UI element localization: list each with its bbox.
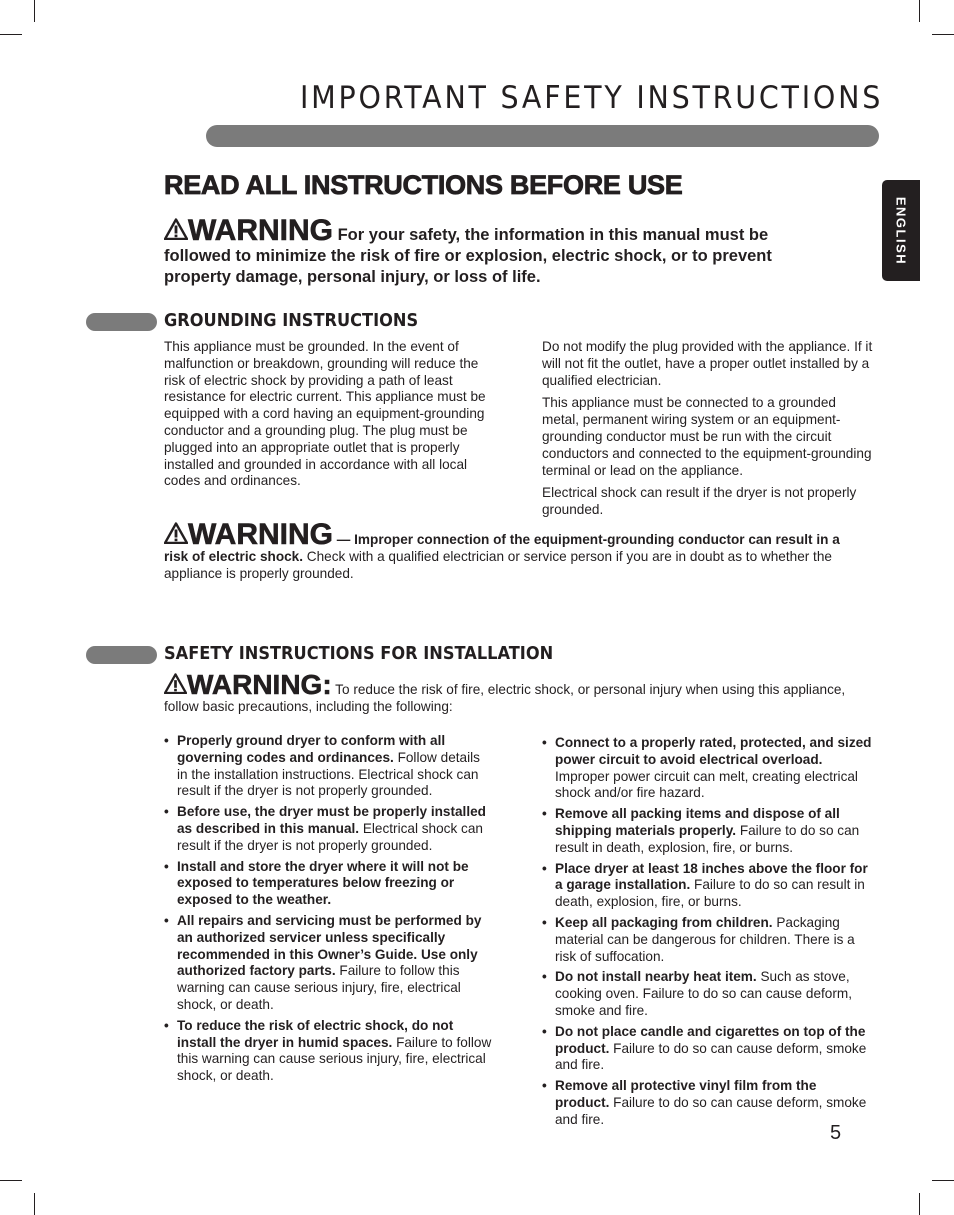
section-marker	[86, 313, 157, 331]
warning-grounding	[164, 518, 854, 582]
page-title: IMPORTANT SAFETY INSTRUCTIONS	[300, 80, 884, 116]
paragraph: Do not modify the plug provided with the appliance. If it will not fit the outlet, have a proper outlet installed by a qualified electrician.	[542, 339, 873, 388]
grounding-right-column	[542, 339, 874, 525]
list-item: • All repairs and servicing must be performed by an authorized servicer unless specifically recommended in this Owner’s Guide. Use only authorized factory parts. Failure to follow this warning can cause serious injury, fire, electrical shock, or death.	[164, 913, 492, 1014]
grounding-heading: GROUNDING INSTRUCTIONS	[164, 310, 419, 331]
crop-mark	[0, 1180, 22, 1181]
list-item: • Remove all packing items and dispose of all shipping materials properly. Failure to do so can result in death, explosion, fire, or burns.	[542, 806, 872, 856]
crop-mark	[932, 1180, 954, 1181]
warning-installation	[164, 669, 864, 716]
section-marker	[86, 646, 157, 664]
installation-right-list	[542, 735, 872, 1133]
warning-word: WARNING	[188, 518, 333, 551]
list-item: • To reduce the risk of electric shock, do not install the dryer in humid spaces. Failure to follow this warning can cause serious injury, fire, electrical shock, or death.	[164, 1018, 492, 1085]
crop-mark	[919, 0, 920, 22]
paragraph: This appliance must be grounded. In the event of malfunction or breakdown, grounding will reduce the risk of electric shock by providing a path of least resistance for electric current. This appliance must be equipped with a cord having an equipment-grounding conductor and a grounding plug. The plug must be plugged into an appropriate outlet that is properly installed and grounded in accordance with all local codes and ordinances.	[164, 339, 486, 489]
list-item: • Install and store the dryer where it will not be exposed to temperatures below freezing or exposed to the weather.	[164, 859, 492, 909]
list-item: • Do not install nearby heat item. Such as stove, cooking oven. Failure to do so can cause deform, smoke and fire.	[542, 969, 872, 1019]
header-bar	[206, 125, 879, 147]
list-item: • Before use, the dryer must be properly installed as described in this manual. Electrical shock can result if the dryer is not properly grounded.	[164, 804, 492, 854]
list-item: • Connect to a properly rated, protected, and sized power circuit to avoid electrical overload. Improper power circuit can melt, creating electrical shock and/or fire hazard.	[542, 735, 872, 802]
warning-grounding-bold: — Improper connection of the equipment-grounding conductor can result in a risk of electric shock.	[164, 532, 840, 564]
warning-main-text: For your safety, the information in this manual must be followed to minimize the risk of fire or explosion, electric shock, or to prevent property damage, personal injury, or loss of life.	[164, 226, 772, 286]
warning-installation-text: To reduce the risk of fire, electric shock, or personal injury when using this appliance, follow basic precautions, including the following:	[164, 682, 846, 714]
list-item: • Do not place candle and cigarettes on top of the product. Failure to do so can cause deform, smoke and fire.	[542, 1024, 872, 1074]
warning-word: WARNING:	[187, 669, 332, 700]
crop-mark	[34, 0, 35, 22]
language-tab	[882, 180, 920, 281]
warning-icon	[164, 218, 188, 240]
warning-icon	[164, 522, 188, 544]
crop-mark	[0, 34, 22, 35]
warning-icon	[164, 673, 187, 694]
crop-mark	[34, 1193, 35, 1215]
installation-heading: SAFETY INSTRUCTIONS FOR INSTALLATION	[164, 643, 554, 664]
grounding-left-column	[164, 339, 494, 490]
warning-main	[164, 214, 824, 288]
language-tab-label: ENGLISH	[893, 196, 909, 265]
page-number: 5	[830, 1122, 842, 1144]
list-item: • Properly ground dryer to conform with all governing codes and ordinances. Follow details in the installation instructions. Electrical shock can result if the dryer is not properly grounded.	[164, 733, 492, 800]
crop-mark	[919, 1193, 920, 1215]
crop-mark	[932, 34, 954, 35]
installation-left-list	[164, 733, 492, 1089]
warning-word: WARNING	[188, 214, 333, 247]
warning-grounding-text: Check with a qualified electrician or service person if you are in doubt as to whether the appliance is properly grounded.	[164, 548, 832, 581]
list-item: • Place dryer at least 18 inches above the floor for a garage installation. Failure to do so can result in death, explosion, fire, or burns.	[542, 861, 872, 911]
read-all-heading: READ ALL INSTRUCTIONS BEFORE USE	[164, 170, 683, 200]
paragraph: Electrical shock can result if the dryer is not properly grounded.	[542, 485, 857, 518]
list-item: • Keep all packaging from children. Packaging material can be dangerous for children. There is a risk of suffocation.	[542, 915, 872, 965]
list-item: • Remove all protective vinyl film from the product. Failure to do so can cause deform, smoke and fire.	[542, 1078, 872, 1128]
paragraph: This appliance must be connected to a grounded metal, permanent wiring system or an equipment-grounding conductor must be run with the circuit conductors and connected to the equipment-grounding terminal or lead on the appliance.	[542, 395, 872, 478]
